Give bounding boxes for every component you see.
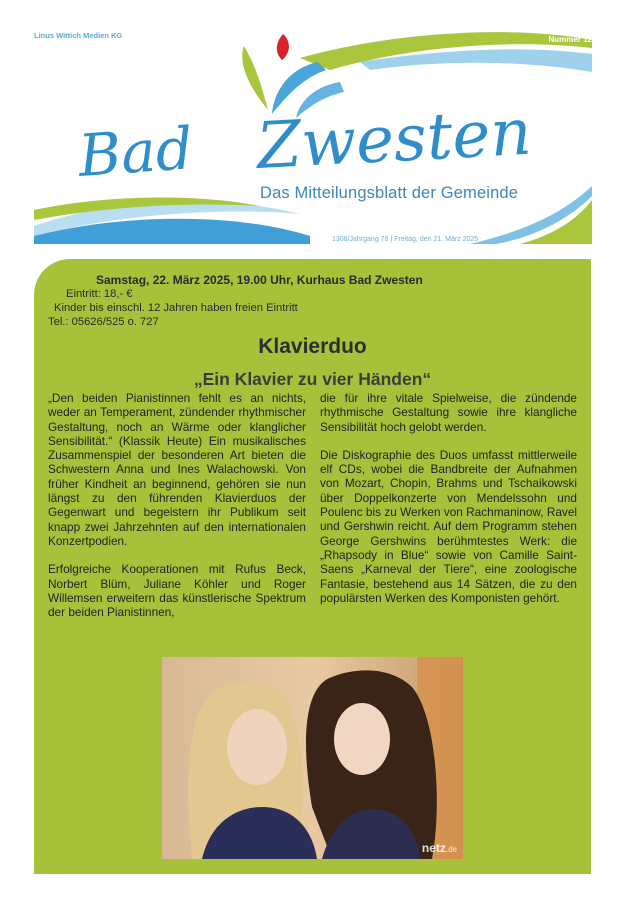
article-column-right: [320, 391, 577, 619]
duo-photo-illustration: [162, 657, 463, 859]
title-bad: Bad: [76, 114, 196, 190]
photo-watermark: [422, 841, 457, 855]
issue-meta: 1308/Jahrgang 78 | Freitag, den 21. März 2025: [332, 236, 479, 243]
logo-green-leaf: [242, 46, 268, 110]
article-column-left: [48, 391, 306, 633]
event-children-note: Kinder bis einschl. 12 Jahren haben freien Eintritt: [54, 302, 298, 314]
article-paragraph: Die Diskographie des Duos umfasst mittlerweile elf CDs, wobei die Bandbreite der Aufnahmen von Mozart, Chopin, Brahms und Tschaikowski über Doppelkonzerte von Mendelssohn und Poulenc bis zu Werken von Rachmaninow, Ravel und Gershwin reicht. Auf dem Programm stehen George Gershwins berühmtestes Werk: die „Rhapsody in Blue“ sowie von Camille Saint-Saens „Karneval der Tiere“, eine zoologische Fantasie, bestehend aus 14 Sätzen, die zu den populärsten Werken des Komponisten gehört.: [320, 447, 577, 605]
article-paragraph: „Den beiden Pianistinnen fehlt es an nichts, weder an Temperament, zündender rhythmischer Gestaltung, noch an Wärme oder klanglicher Sensibilität.“ (Klassik Heute) Ein musikalisches Zusammenspiel der besonderen Art bieten die Schwestern Anna und Ines Walachowski. Von früher Kindheit an beginnend, gehören sie nun längst zu den führenden Klavierduos der Gegenwart und begeistern ihr Publikum seit knapp zwei Jahrzehnten auf den internationalen Konzertpodien.: [48, 391, 306, 548]
article-quote-title: „Ein Klavier zu vier Händen“: [193, 369, 432, 389]
issue-number: Nummer 12: [548, 35, 592, 44]
watermark-suffix: .de: [445, 845, 457, 854]
logo-red-leaf: [277, 34, 289, 60]
article-heading: Klavierduo: [258, 335, 367, 358]
watermark-text: netz: [421, 841, 446, 855]
article-paragraph: Erfolgreiche Kooperationen mit Rufus Beck, Norbert Blüm, Juliane Köhler und Roger Willemsen erweitern das künstlerische Spektrum der beiden Pianistinnen,: [48, 562, 306, 620]
event-entry-fee: Eintritt: 18,- €: [66, 288, 133, 300]
masthead-subtitle: Das Mitteilungsblatt der Gemeinde: [260, 184, 519, 202]
event-date-line: Samstag, 22. März 2025, 19.00 Uhr, Kurhaus Bad Zwesten: [96, 273, 423, 287]
article-paragraph: die für ihre vitale Spielweise, die zündende rhythmische Gestaltung sowie ihre klangliche Sensibilität hoch gelobt werden.: [320, 391, 577, 434]
event-phone: Tel.: 05626/525 o. 727: [48, 316, 159, 328]
publisher-name: Linus Wittich Medien KG: [34, 31, 123, 40]
duo-photo: [162, 657, 463, 859]
title-zwesten: Zwesten: [254, 95, 534, 184]
